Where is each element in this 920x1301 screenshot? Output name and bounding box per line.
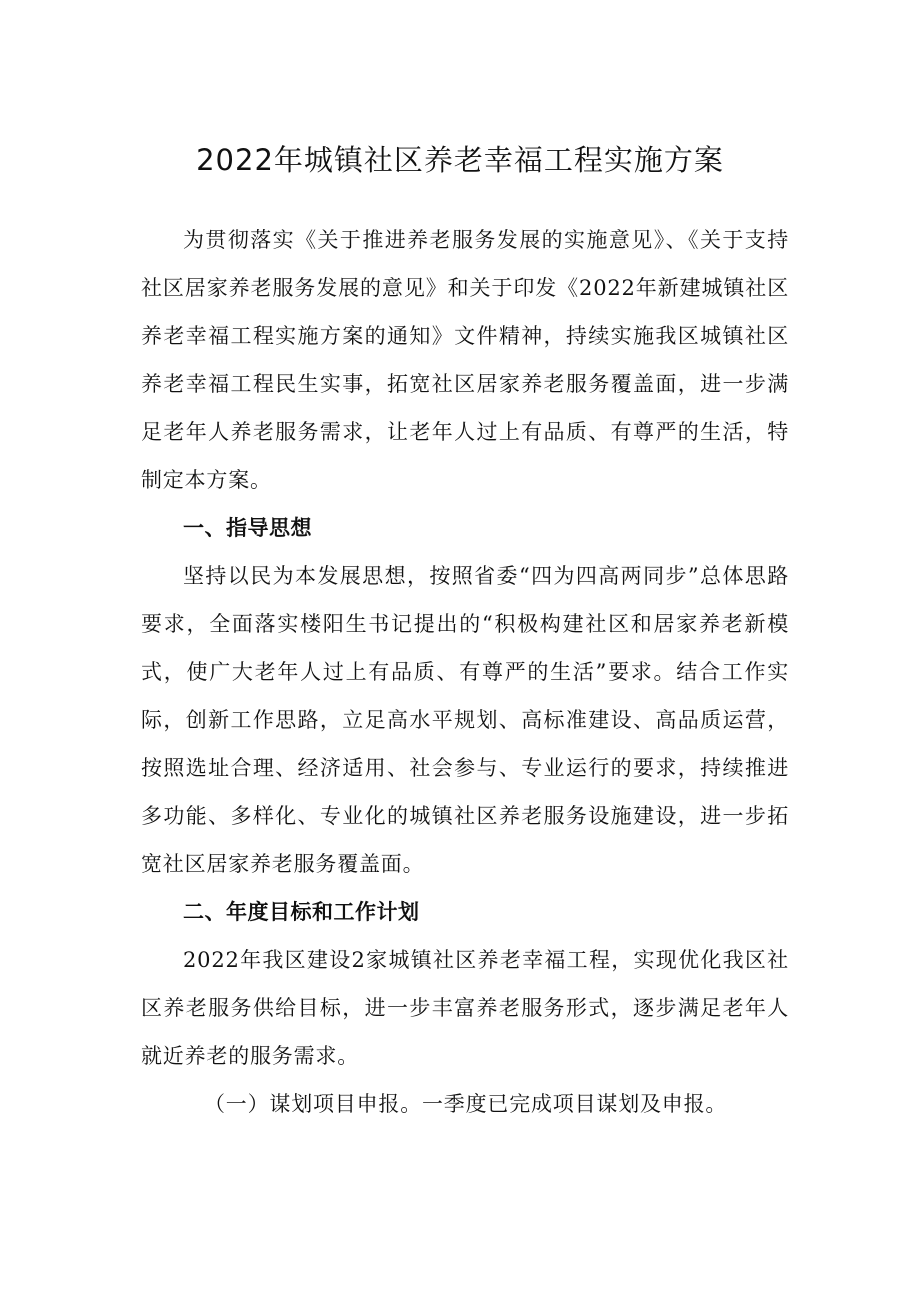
annual-goals-paragraph: 2022年我区建设2家城镇社区养老幸福工程，实现优化我区社区养老服务供给目标，进一步丰富养老服务形式，逐步满足老年人就近养老的服务需求。 [141, 948, 789, 1068]
project-application-item: （一）谋划项目申报。一季度已完成项目谋划及申报。 [204, 1092, 728, 1116]
section-heading-annual-goals: 二、年度目标和工作计划 [183, 900, 420, 924]
section-heading-guiding-ideology: 一、指导思想 [183, 516, 312, 540]
guiding-ideology-paragraph: 坚持以民为本发展思想，按照省委“四为四高两同步”总体思路要求，全面落实楼阳生书记提出的“积极构建社区和居家养老新模式，使广大老年人过上有品质、有尊严的生活”要求。结合工作实际，创新工作思路，立足高水平规划、高标准建设、高品质运营，按照选址合理、经济适用、社会参与、专业运行的要求，持续推进多功能、多样化、专业化的城镇社区养老服务设施建设，进一步拓宽社区居家养老服务覆盖面。 [141, 564, 789, 876]
document-title: 2022年城镇社区养老幸福工程实施方案 [196, 143, 724, 177]
document-body [141, 216, 789, 1128]
intro-paragraph: 为贯彻落实《关于推进养老服务发展的实施意见》、《关于支持社区居家养老服务发展的意见》和关于印发《2022年新建城镇社区养老幸福工程实施方案的通知》文件精神，持续实施我区城镇社区养老幸福工程民生实事，拓宽社区居家养老服务覆盖面，进一步满足老年人养老服务需求，让老年人过上有品质、有尊严的生活，特制定本方案。 [141, 228, 789, 492]
